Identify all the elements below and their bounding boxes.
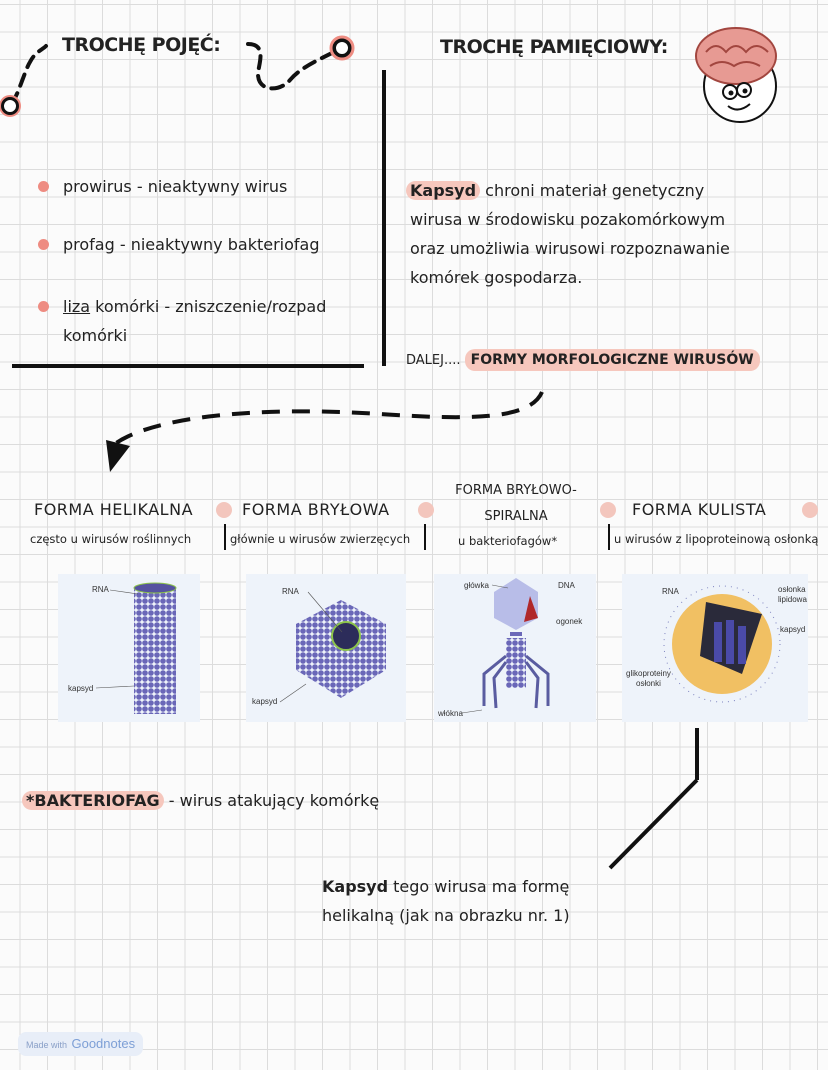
- kapsyd-note: [406, 176, 730, 292]
- label-oslonki: osłonki: [636, 679, 661, 688]
- bullet-icon: [38, 301, 49, 312]
- form-brylowo-spiralna-desc: u bakteriofagów*: [458, 534, 558, 548]
- kapsyd-term: Kapsyd: [322, 877, 389, 896]
- watermark-brand: Goodnotes: [71, 1036, 136, 1051]
- spherical-virus-image: [622, 574, 808, 722]
- label-glikoproteiny: glikoproteiny: [626, 669, 671, 678]
- form-kulista-desc: u wirusów z lipoproteinową osłonką: [614, 532, 819, 546]
- label-lipidowa: lipidowa: [778, 595, 807, 604]
- form-brylowa-title: FORMA BRYŁOWA: [242, 500, 390, 519]
- dot-icon: [418, 502, 434, 518]
- bakteriofag-term: *BAKTERIOFAG: [22, 791, 164, 810]
- divider: [424, 524, 426, 550]
- label-rna: RNA: [282, 587, 299, 596]
- dot-icon: [600, 502, 616, 518]
- note-line: oraz umożliwia wirusowi rozpoznawanie: [410, 239, 730, 258]
- polyhedral-virus-image: [246, 574, 406, 722]
- form-brylowa-desc: głównie u wirusów zwierzęcych: [230, 532, 411, 546]
- note-line: komórek gospodarza.: [410, 268, 583, 287]
- helical-virus-image: [58, 574, 200, 722]
- left-header: TROCHĘ POJĘĆ:: [62, 34, 221, 56]
- definition-text: prowirus - nieaktywny wirus: [63, 177, 288, 196]
- label-rna: RNA: [92, 585, 109, 594]
- form-helikalna-desc: często u wirusów roślinnych: [30, 532, 192, 546]
- label-wlokna: włókna: [438, 709, 463, 718]
- term-liza: liza: [63, 297, 91, 316]
- bullet-icon: [38, 239, 49, 250]
- definition-prowirus: [38, 172, 287, 201]
- definition-text-line2: komórki: [63, 326, 128, 345]
- bakteriofag-text: - wirus atakujący komórkę: [163, 791, 380, 810]
- title-line: FORMA BRYŁOWO-: [455, 483, 577, 498]
- kapsyd-term: Kapsyd: [406, 181, 480, 200]
- note-line: helikalną (jak na obrazku nr. 1): [322, 906, 570, 925]
- label-kapsyd: kapsyd: [780, 625, 806, 634]
- label-dna: DNA: [558, 581, 575, 590]
- divider: [224, 524, 226, 550]
- bullet-icon: [38, 181, 49, 192]
- divider: [608, 524, 610, 550]
- bacteriophage-image: [434, 574, 596, 722]
- label-ogonek: ogonek: [556, 617, 583, 626]
- definition-liza: [38, 292, 326, 350]
- goodnotes-watermark: [18, 1032, 143, 1056]
- next-section: [406, 352, 760, 368]
- label-kapsyd: kapsyd: [68, 684, 94, 693]
- form-helikalna-title: FORMA HELIKALNA: [34, 500, 194, 519]
- label-rna: RNA: [662, 587, 679, 596]
- dot-icon: [802, 502, 818, 518]
- dot-icon: [216, 502, 232, 518]
- next-prefix: DALEJ....: [406, 353, 461, 368]
- definition-text: profag - nieaktywny bakteriofag: [63, 235, 320, 254]
- form-brylowo-spiralna-title: [436, 478, 596, 530]
- kapsyd-form-note: [322, 872, 570, 930]
- form-kulista-title: FORMA KULISTA: [632, 500, 767, 519]
- label-glowka: główka: [464, 581, 489, 590]
- watermark-made: Made with: [26, 1040, 68, 1050]
- definition-text: komórki - zniszczenie/rozpad: [90, 297, 327, 316]
- note-line: tego wirusa ma formę: [388, 877, 570, 896]
- definition-profag: [38, 230, 319, 259]
- bakteriofag-definition: [22, 786, 379, 815]
- label-kapsyd: kapsyd: [252, 697, 278, 706]
- note-line: wirusa w środowisku pozakomórkowym: [410, 210, 726, 229]
- right-header: TROCHĘ PAMIĘCIOWY:: [440, 36, 668, 58]
- title-line: SPIRALNA: [484, 509, 548, 524]
- next-title: FORMY MORFOLOGICZNE WIRUSÓW: [465, 349, 760, 371]
- note-line: chroni materiał genetyczny: [480, 181, 705, 200]
- label-oslonka: osłonka: [778, 585, 806, 594]
